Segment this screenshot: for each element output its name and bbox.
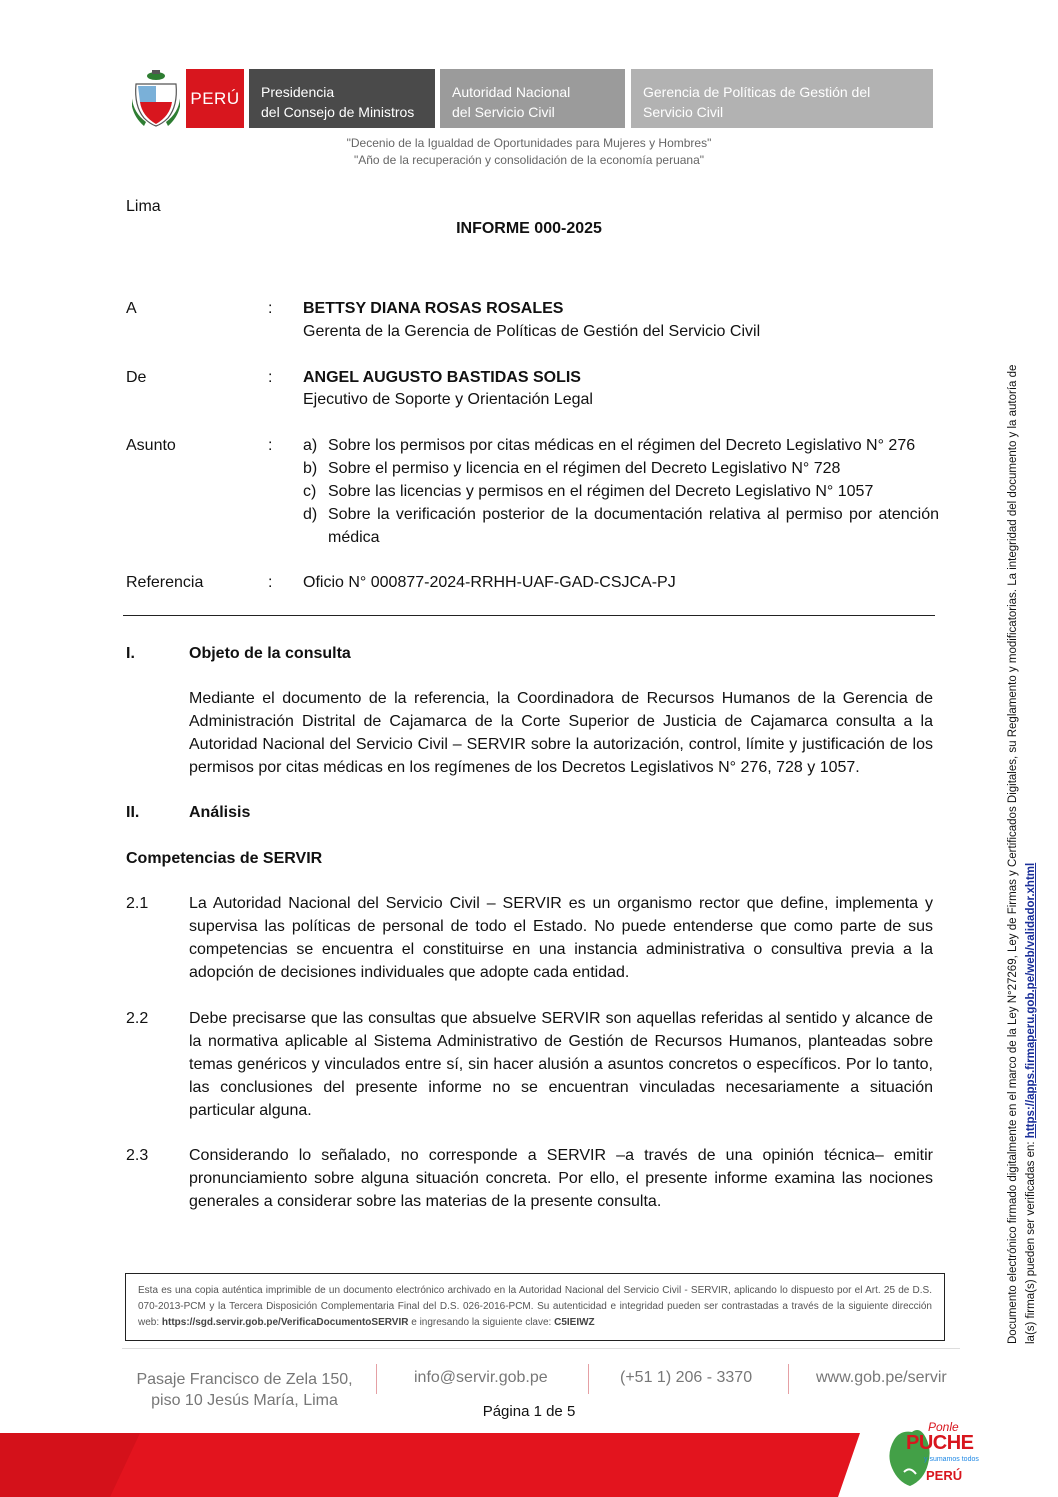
coat-of-arms-icon [132, 70, 180, 128]
header-box-gerencia [631, 69, 933, 128]
section-1-title: Objeto de la consulta [189, 645, 351, 662]
asunto-item-letter: c) [303, 483, 317, 500]
field-asunto-label: Asunto [126, 437, 176, 454]
field-a-name: BETTSY DIANA ROSAS ROSALES [303, 300, 564, 317]
header-box-servir-line2: del Servicio Civil [452, 104, 555, 120]
header-box-pcm-line1: Presidencia [261, 84, 335, 100]
document-title: INFORME 000-2025 [456, 220, 602, 237]
footer-address-line1: Pasaje Francisco de Zela 150, [136, 1371, 353, 1388]
footer-divider [122, 1348, 960, 1349]
asunto-item-text: Sobre las licencias y permisos en el régimen del Decreto Legislativo N° 1057 [328, 483, 874, 500]
para-2-1-number: 2.1 [126, 895, 149, 912]
header-box-servir-line1: Autoridad Nacional [452, 84, 571, 100]
field-referencia-colon: : [268, 574, 273, 591]
para-2-3-number: 2.3 [126, 1147, 149, 1164]
header-box-servir [440, 69, 625, 128]
note-key: C5IEIWZ [554, 1317, 595, 1328]
digital-signature-note [1004, 244, 1044, 1344]
field-referencia-value: Oficio N° 000877-2024-RRHH-UAF-GAD-CSJCA-PJ [303, 574, 676, 591]
section-1-number: I. [126, 645, 135, 662]
header-box-pcm-line2: del Consejo de Ministros [261, 104, 415, 120]
para-2-3-text: Considerando lo señalado, no corresponde a SERVIR –a través de una opinión técnica– emitir pronunciamiento sobre alguna situación concreta. Por ello, el presente informe examina las nociones generales a considerar sobre las materias de la presente consulta. [189, 1147, 933, 1210]
note-text: Esta es una copia auténtica imprimible de un documento electrónico archivado en la Autoridad Nacional del Servicio Civil - SERVIR, aplicando lo dispuesto por el Art. 25 de D.S. 070-2013-PCM y la Tercera Disposición Complementaria Final del D.S. 026-2016-PCM. Su autenticidad e integridad pueden ser contrastadas a través de la siguiente dirección web: [138, 1285, 932, 1328]
asunto-item-letter: a) [303, 437, 318, 454]
header-box-pcm [249, 69, 435, 128]
footer-separator [588, 1364, 589, 1394]
asunto-item-letter: d) [303, 506, 318, 523]
footer-red-band [0, 1433, 860, 1497]
field-a-role: Gerenta de la Gerencia de Políticas de Gestión del Servicio Civil [303, 323, 761, 340]
asunto-item-b [303, 457, 939, 480]
asunto-item-text: Sobre la verificación posterior de la documentación relativa al permiso por atención médica [328, 506, 939, 546]
header-box-gerencia-line2: Servicio Civil [643, 104, 724, 120]
field-a-colon: : [268, 300, 273, 317]
asunto-item-c [303, 480, 939, 503]
header-box-gerencia-line1: Gerencia de Políticas de Gestión del [643, 84, 871, 100]
signature-validator-link[interactable]: https://apps.firmaperu.gob.pe/web/validador.xhtml [1025, 862, 1037, 1139]
motto-year: "Año de la recuperación y consolidación de la economía peruana" [353, 153, 705, 167]
header-divider [123, 615, 935, 616]
asunto-item-text: Sobre el permiso y licencia en el régimen del Decreto Legislativo N° 728 [328, 460, 841, 477]
para-2-1-text: La Autoridad Nacional del Servicio Civil – SERVIR es un organismo rector que define, implementa y supervisa las políticas de personal de todo el Estado. No puede entenderse que como parte de sus competencias se encuentra el constituirse en una instancia administrativa o consultiva previa a la adopción de decisiones individuales que adopte cada entidad. [189, 895, 933, 981]
asunto-item-text: Sobre los permisos por citas médicas en el régimen del Decreto Legislativo N° 276 [328, 437, 916, 454]
place: Lima [126, 198, 161, 215]
campaign-sumamos: y sumamos todos [924, 1456, 979, 1463]
note-verify-url[interactable]: https://sgd.servir.gob.pe/VerificaDocumentoSERVIR [161, 1317, 409, 1328]
para-2-2-number: 2.2 [126, 1010, 149, 1027]
authenticity-note [125, 1273, 945, 1341]
asunto-item-letter: b) [303, 460, 318, 477]
footer-address-line2: piso 10 Jesús María, Lima [151, 1392, 338, 1409]
campaign-puche: PUCHE [906, 1432, 974, 1454]
field-asunto-colon: : [268, 437, 273, 454]
campaign-peru: PERÚ [926, 1468, 963, 1483]
field-de-name: ANGEL AUGUSTO BASTIDAS SOLIS [303, 369, 581, 386]
signature-line1: Documento electrónico firmado digitalmente en el marco de la Ley N°27269, Ley de Firmas y Certificados Digitales, su Reglamento y modificatorias. La integridad del documento y la autoría de [1007, 364, 1019, 1344]
footer-separator [788, 1364, 789, 1394]
field-a-label: A [126, 300, 137, 317]
footer-separator [376, 1364, 377, 1394]
field-de-label: De [126, 369, 147, 386]
peru-logo: PERÚ [186, 69, 244, 128]
subheading-competencias: Competencias de SERVIR [126, 850, 323, 867]
note-mid-text: e ingresando la siguiente clave: [411, 1317, 552, 1328]
campaign-ponle: Ponle [928, 1420, 959, 1434]
section-2-title: Análisis [189, 804, 251, 821]
footer-website[interactable]: www.gob.pe/servir [816, 1369, 947, 1386]
campaign-logo [880, 1420, 990, 1495]
asunto-item-d [303, 503, 939, 549]
asunto-item-a [303, 434, 939, 457]
footer-phone: (+51 1) 206 - 3370 [620, 1369, 753, 1386]
field-de-role: Ejecutivo de Soporte y Orientación Legal [303, 391, 593, 408]
motto-decade: "Decenio de la Igualdad de Oportunidades para Mujeres y Hombres" [346, 136, 712, 150]
section-1-body: Mediante el documento de la referencia, la Coordinadora de Recursos Humanos de la Gerencia de Administración Distrital de Cajamarca de la Corte Superior de Justicia de Cajamarca consulta a la Autoridad Nacional del Servicio Civil – SERVIR sobre la autorización, control, límite y justificación de los permisos por citas médicas en los regímenes de los Decretos Legislativos N° 276, 728 y 1057. [189, 690, 933, 776]
section-2-number: II. [126, 804, 140, 821]
page-number: Página 1 de 5 [482, 1403, 576, 1420]
footer-email[interactable]: info@servir.gob.pe [414, 1369, 548, 1386]
signature-line2 [1022, 244, 1040, 1344]
field-de-colon: : [268, 369, 273, 386]
para-2-2-text: Debe precisarse que las consultas que absuelve SERVIR son aquellas referidas al sentido y alcance de la normativa aplicable al Sistema Administrativo de Gestión de Recursos Humanos, planteadas sobre temas genéricos y vinculados entre sí, sin hacer alusión a asuntos concretos o específicos. Por lo tanto, las conclusiones del presente informe no se encuentran vinculadas necesariamente a situación particular alguna. [189, 1010, 933, 1119]
signature-line2-text: la(s) firma(s) pueden ser verificadas en: [1025, 1141, 1037, 1344]
field-referencia-label: Referencia [126, 574, 204, 591]
